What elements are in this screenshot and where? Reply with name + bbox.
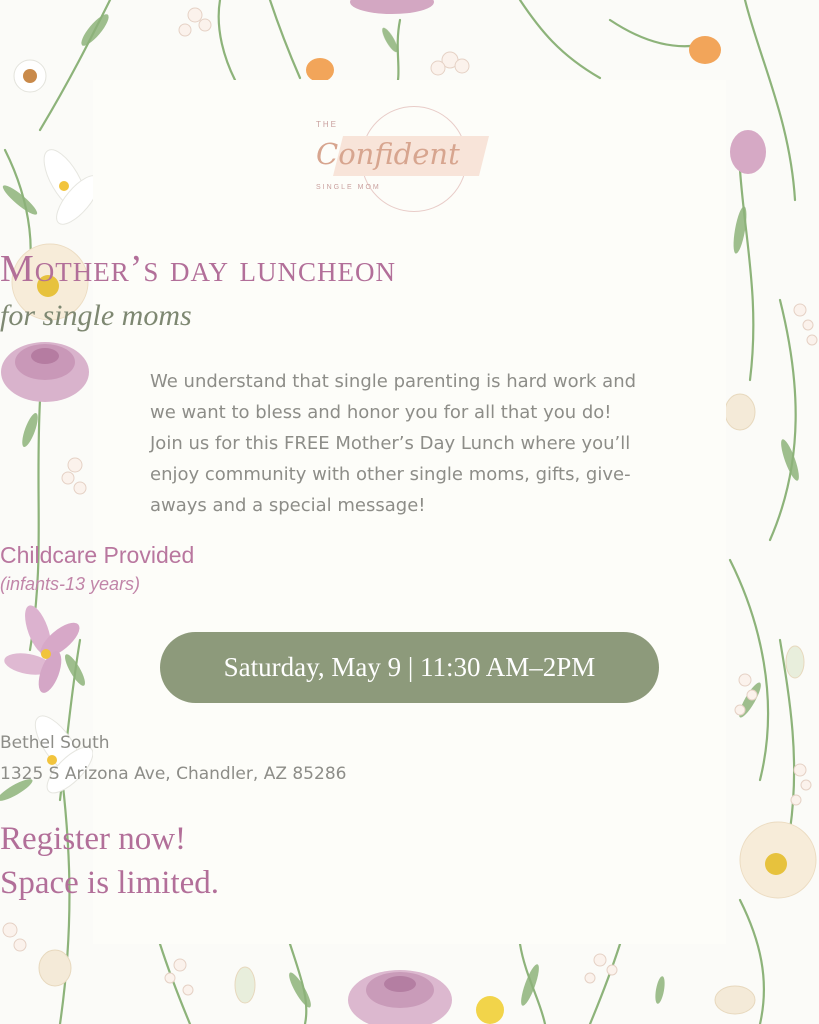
childcare-heading: Childcare Provided xyxy=(0,542,195,568)
space-limited-note: Space is limited. xyxy=(0,865,220,901)
venue-name: Bethel South xyxy=(0,733,110,753)
daisy-icon xyxy=(14,60,46,92)
peony-icon xyxy=(350,0,434,14)
event-subtitle: for single moms xyxy=(0,299,192,332)
logo-wordmark: Confident xyxy=(316,137,460,171)
brand-logo xyxy=(316,106,506,216)
event-datetime: Saturday, May 9 | 11:30 AM–2PM xyxy=(223,652,596,682)
peony-icon xyxy=(348,970,452,1024)
event-description: We understand that single parenting is hard work and we want to bless and honor you for all that you do! Join us for this FREE Mother’s Day Lunch where you’ll enjoy community with other single moms, gifts, give- aways and a special message! xyxy=(150,371,637,516)
cosmos-icon xyxy=(3,602,85,696)
logo-bottom-text: SINGLE MOM xyxy=(316,184,381,191)
peony-icon xyxy=(1,342,89,402)
peony-icon xyxy=(730,130,766,174)
childcare-ages: (infants-13 years) xyxy=(0,574,141,594)
event-datetime-banner xyxy=(160,632,659,703)
daisy-icon xyxy=(27,709,100,800)
venue-address: 1325 S Arizona Ave, Chandler, AZ 85286 xyxy=(0,764,347,784)
event-title: Mother’s day luncheon xyxy=(0,248,396,290)
logo-top-text: THE xyxy=(316,120,338,129)
register-call-to-action: Register now! xyxy=(0,821,187,857)
